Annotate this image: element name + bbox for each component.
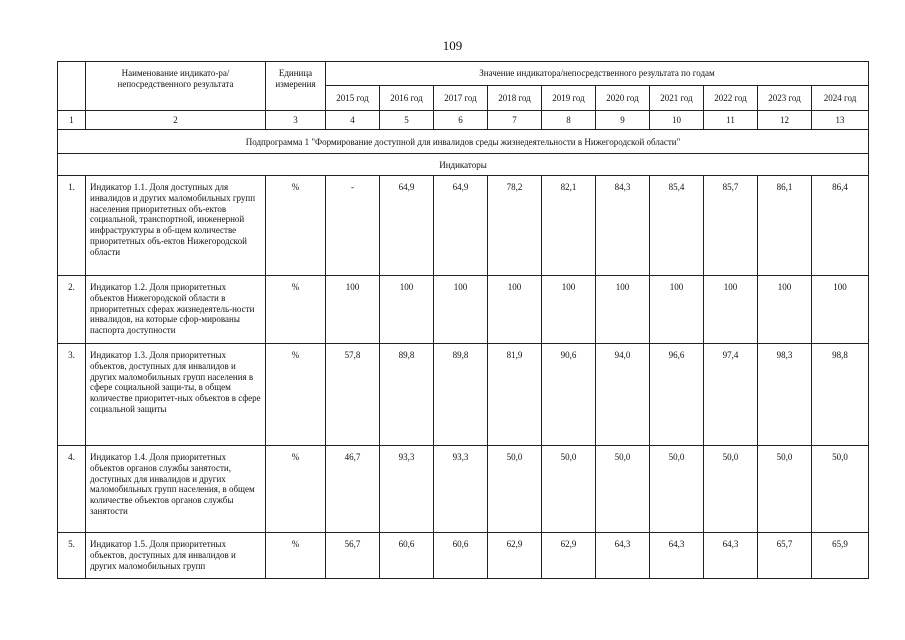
value-cell: 65,7 xyxy=(758,533,812,579)
value-cell: 98,3 xyxy=(758,344,812,446)
header-name: Наименование индикато-ра/непосредственного результата xyxy=(86,62,266,111)
column-number: 12 xyxy=(758,111,812,130)
value-cell: 85,7 xyxy=(704,176,758,276)
value-cell: 94,0 xyxy=(596,344,650,446)
value-cell: 100 xyxy=(488,276,542,344)
unit-cell: % xyxy=(266,276,326,344)
value-cell: 100 xyxy=(812,276,869,344)
value-cell: 64,9 xyxy=(434,176,488,276)
value-cell: 60,6 xyxy=(380,533,434,579)
value-cell: 62,9 xyxy=(488,533,542,579)
unit-cell: % xyxy=(266,176,326,276)
header-year: 2023 год xyxy=(758,86,812,111)
table-row xyxy=(58,276,869,344)
column-number: 6 xyxy=(434,111,488,130)
value-cell: 97,4 xyxy=(704,344,758,446)
value-cell: 62,9 xyxy=(542,533,596,579)
value-cell: - xyxy=(326,176,380,276)
value-cell: 65,9 xyxy=(812,533,869,579)
value-cell: 85,4 xyxy=(650,176,704,276)
value-cell: 50,0 xyxy=(488,446,542,533)
header-year: 2019 год xyxy=(542,86,596,111)
subprogram-title: Подпрограмма 1 "Формирование доступной для инвалидов среды жизнедеятельности в Нижегородской области" xyxy=(58,130,869,154)
value-cell: 100 xyxy=(542,276,596,344)
indicator-name: Индикатор 1.3. Доля приоритетных объектов, доступных для инвалидов и других маломобильных групп населения в сфере социальной защи-ты, в общем количестве приоритет-ных объектов в сфере социальной защиты xyxy=(86,344,266,446)
column-number: 11 xyxy=(704,111,758,130)
header-year: 2017 год xyxy=(434,86,488,111)
value-cell: 100 xyxy=(650,276,704,344)
header-year: 2021 год xyxy=(650,86,704,111)
value-cell: 56,7 xyxy=(326,533,380,579)
value-cell: 78,2 xyxy=(488,176,542,276)
indicators-title-row xyxy=(58,154,869,176)
value-cell: 96,6 xyxy=(650,344,704,446)
value-cell: 89,8 xyxy=(380,344,434,446)
value-cell: 60,6 xyxy=(434,533,488,579)
value-cell: 46,7 xyxy=(326,446,380,533)
header-year: 2020 год xyxy=(596,86,650,111)
indicator-name: Индикатор 1.5. Доля приоритетных объектов, доступных для инвалидов и других маломобильных групп xyxy=(86,533,266,579)
column-number: 1 xyxy=(58,111,86,130)
value-cell: 100 xyxy=(380,276,434,344)
subprogram-row xyxy=(58,130,869,154)
indicator-name: Индикатор 1.1. Доля доступных для инвалидов и других маломобильных групп населения приоритетных объ-ектов социальной, транспортной, инженерной инфраструктуры в об-щем количестве приоритетных объ-ектов Нижегородской области xyxy=(86,176,266,276)
value-cell: 50,0 xyxy=(758,446,812,533)
column-number: 13 xyxy=(812,111,869,130)
value-cell: 93,3 xyxy=(380,446,434,533)
value-cell: 64,3 xyxy=(596,533,650,579)
table-row xyxy=(58,176,869,276)
column-number: 7 xyxy=(488,111,542,130)
value-cell: 50,0 xyxy=(812,446,869,533)
indicator-name: Индикатор 1.2. Доля приоритетных объектов Нижегородской области в приоритетных сферах жизнедеятель-ности инвалидов, на которые сфор-мированы паспорта доступности xyxy=(86,276,266,344)
column-number: 9 xyxy=(596,111,650,130)
value-cell: 100 xyxy=(434,276,488,344)
table-row xyxy=(58,446,869,533)
column-number: 4 xyxy=(326,111,380,130)
unit-cell: % xyxy=(266,446,326,533)
header-unit: Единица измерения xyxy=(266,62,326,111)
header-year: 2022 год xyxy=(704,86,758,111)
value-cell: 100 xyxy=(326,276,380,344)
header-year: 2018 год xyxy=(488,86,542,111)
value-cell: 90,6 xyxy=(542,344,596,446)
value-cell: 64,3 xyxy=(650,533,704,579)
value-cell: 86,4 xyxy=(812,176,869,276)
header-year: 2016 год xyxy=(380,86,434,111)
value-cell: 100 xyxy=(758,276,812,344)
row-number: 4. xyxy=(58,446,86,533)
value-cell: 98,8 xyxy=(812,344,869,446)
value-cell: 100 xyxy=(596,276,650,344)
value-cell: 50,0 xyxy=(650,446,704,533)
page-number: 109 xyxy=(442,38,463,53)
column-number: 5 xyxy=(380,111,434,130)
header-values-group: Значение индикатора/непосредственного результата по годам xyxy=(326,62,869,86)
value-cell: 50,0 xyxy=(704,446,758,533)
table-row xyxy=(58,533,869,579)
column-number: 10 xyxy=(650,111,704,130)
header-year: 2024 год xyxy=(812,86,869,111)
header-year: 2015 год xyxy=(326,86,380,111)
row-number: 1. xyxy=(58,176,86,276)
indicator-name: Индикатор 1.4. Доля приоритетных объектов органов службы занятости, доступных для инвалидов и других маломобильных групп населения, в общем количестве объектов органов службы занятости xyxy=(86,446,266,533)
column-number: 2 xyxy=(86,111,266,130)
header-row-top xyxy=(58,62,869,86)
column-number: 8 xyxy=(542,111,596,130)
value-cell: 82,1 xyxy=(542,176,596,276)
indicators-table xyxy=(57,61,869,579)
value-cell: 50,0 xyxy=(542,446,596,533)
value-cell: 57,8 xyxy=(326,344,380,446)
value-cell: 50,0 xyxy=(596,446,650,533)
unit-cell: % xyxy=(266,344,326,446)
column-numbers-row xyxy=(58,111,869,130)
value-cell: 100 xyxy=(704,276,758,344)
value-cell: 64,9 xyxy=(380,176,434,276)
value-cell: 86,1 xyxy=(758,176,812,276)
row-number: 3. xyxy=(58,344,86,446)
header-no xyxy=(58,62,86,111)
value-cell: 81,9 xyxy=(488,344,542,446)
row-number: 2. xyxy=(58,276,86,344)
column-number: 3 xyxy=(266,111,326,130)
indicators-title: Индикаторы xyxy=(58,154,869,176)
value-cell: 84,3 xyxy=(596,176,650,276)
row-number: 5. xyxy=(58,533,86,579)
table-row xyxy=(58,344,869,446)
value-cell: 93,3 xyxy=(434,446,488,533)
value-cell: 64,3 xyxy=(704,533,758,579)
unit-cell: % xyxy=(266,533,326,579)
value-cell: 89,8 xyxy=(434,344,488,446)
